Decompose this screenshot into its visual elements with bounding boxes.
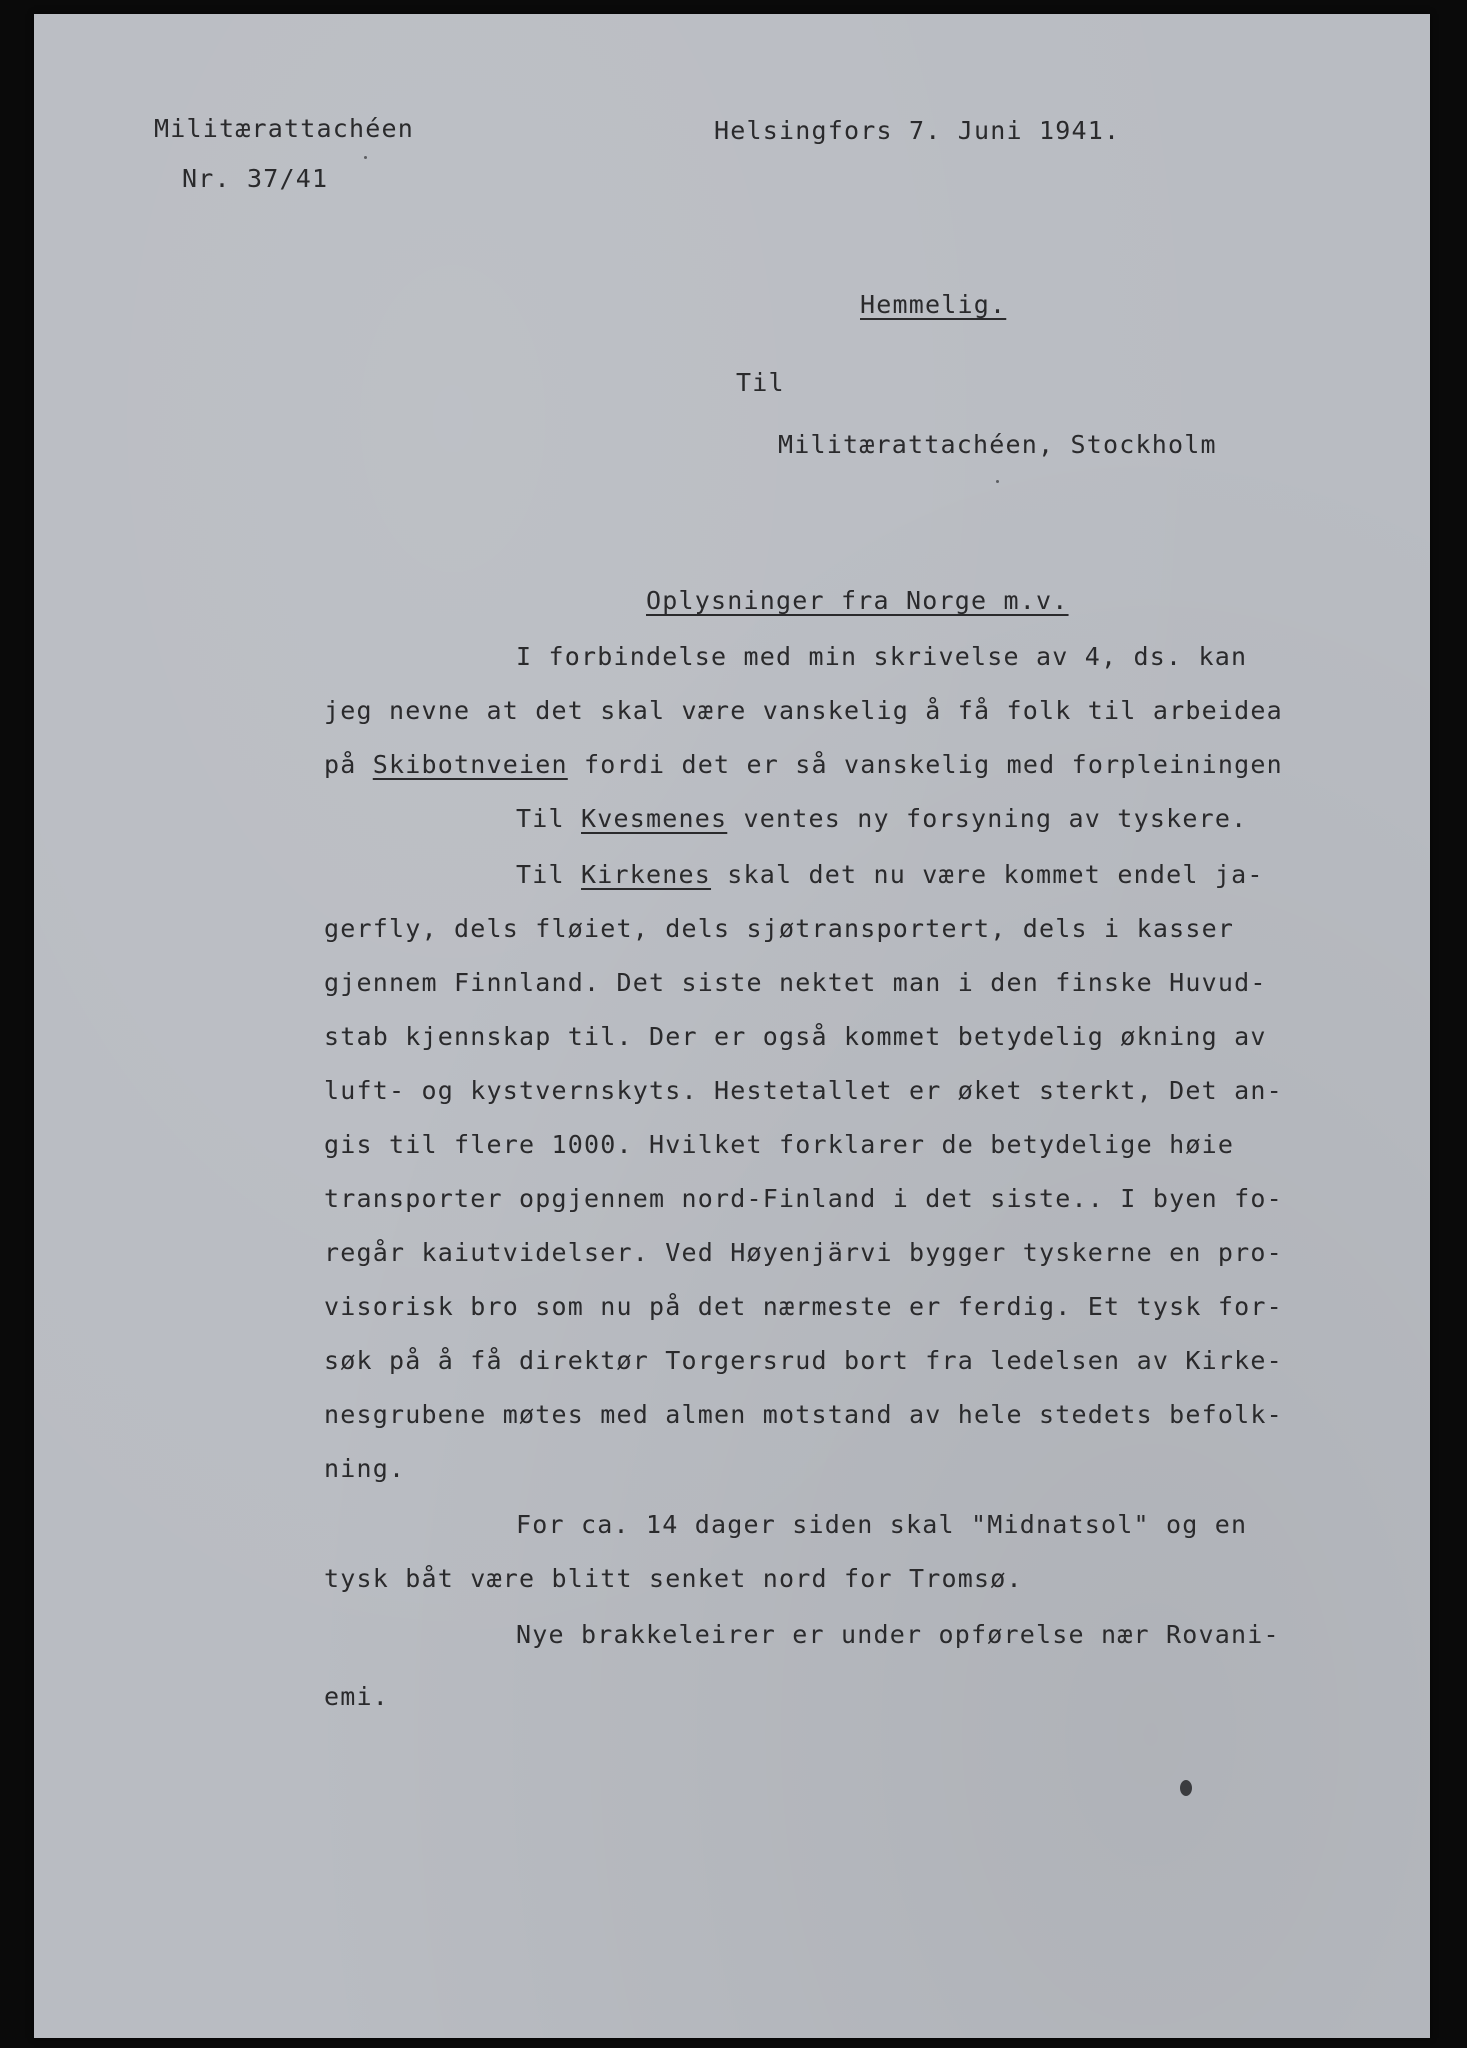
body-line: gerfly, dels fløiet, dels sjøtransportert, dels i kasser bbox=[324, 914, 1235, 943]
body-line: gis til flere 1000. Hvilket forklarer de betydelige høie bbox=[324, 1130, 1235, 1159]
place-kvesmenes: Kvesmenes bbox=[581, 804, 728, 833]
subject-line bbox=[646, 586, 1069, 616]
body-line: For ca. 14 dager siden skal "Midnatsol" og en bbox=[516, 1510, 1248, 1539]
place-kirkenes: Kirkenes bbox=[581, 860, 712, 889]
body-text: ventes ny forsyning av tyskere. bbox=[727, 804, 1248, 833]
reference-number: Nr. 37/41 bbox=[182, 164, 329, 193]
recipient-addressee: Militærattachéen, Stockholm bbox=[778, 430, 1217, 459]
ink-speck bbox=[1180, 1780, 1192, 1796]
recipient-to: Til bbox=[736, 368, 785, 397]
body-line: I forbindelse med min skrivelse av 4, ds. kan bbox=[516, 642, 1248, 671]
classification-text: Hemmelig. bbox=[860, 290, 1007, 319]
body-line-start: på bbox=[324, 750, 373, 779]
document-page bbox=[34, 14, 1430, 2038]
body-line: Nye brakkeleirer er under opførelse nær Rovani- bbox=[516, 1620, 1280, 1649]
ink-speck bbox=[364, 156, 367, 159]
subject-text: Oplysninger fra Norge m.v. bbox=[646, 586, 1069, 615]
body-line: gjennem Finnland. Det siste nektet man i den finske Huvud- bbox=[324, 968, 1267, 997]
body-line: nesgrubene møtes med almen motstand av hele stedets befolk- bbox=[324, 1400, 1283, 1429]
body-line bbox=[516, 860, 1264, 890]
body-line: transporter opgjennem nord-Finland i det siste.. I byen fo- bbox=[324, 1184, 1283, 1213]
place-skibotnveien: Skibotnveien bbox=[372, 750, 568, 779]
body-line: luft- og kystvernskyts. Hestetallet er øket sterkt, Det an- bbox=[324, 1076, 1283, 1105]
body-line: regår kaiutvidelser. Ved Høyenjärvi bygger tyskerne en pro- bbox=[324, 1238, 1283, 1267]
body-line: ning. bbox=[324, 1454, 406, 1483]
body-line bbox=[324, 750, 1283, 780]
place-date: Helsingfors 7. Juni 1941. bbox=[714, 116, 1121, 145]
body-line: emi. bbox=[324, 1682, 390, 1711]
body-line: jeg nevne at det skal være vanskelig å få folk til arbeidea bbox=[324, 696, 1283, 725]
ink-speck bbox=[996, 480, 999, 483]
body-text: Til bbox=[516, 804, 582, 833]
sender-line: Militærattachéen bbox=[154, 114, 415, 143]
body-text: skal det nu være kommet endel ja- bbox=[711, 860, 1264, 889]
body-line: stab kjennskap til. Der er også kommet betydelig økning av bbox=[324, 1022, 1267, 1051]
classification-stamp bbox=[860, 290, 1006, 320]
body-line: visorisk bro som nu på det nærmeste er ferdig. Et tysk for- bbox=[324, 1292, 1283, 1321]
body-line bbox=[516, 804, 1247, 834]
body-line-end: fordi det er så vanskelig med forpleiningen bbox=[567, 750, 1283, 779]
body-line: tysk båt være blitt senket nord for Tromsø. bbox=[324, 1564, 1023, 1593]
body-text: Til bbox=[516, 860, 582, 889]
body-line: søk på å få direktør Torgersrud bort fra ledelsen av Kirke- bbox=[324, 1346, 1283, 1375]
